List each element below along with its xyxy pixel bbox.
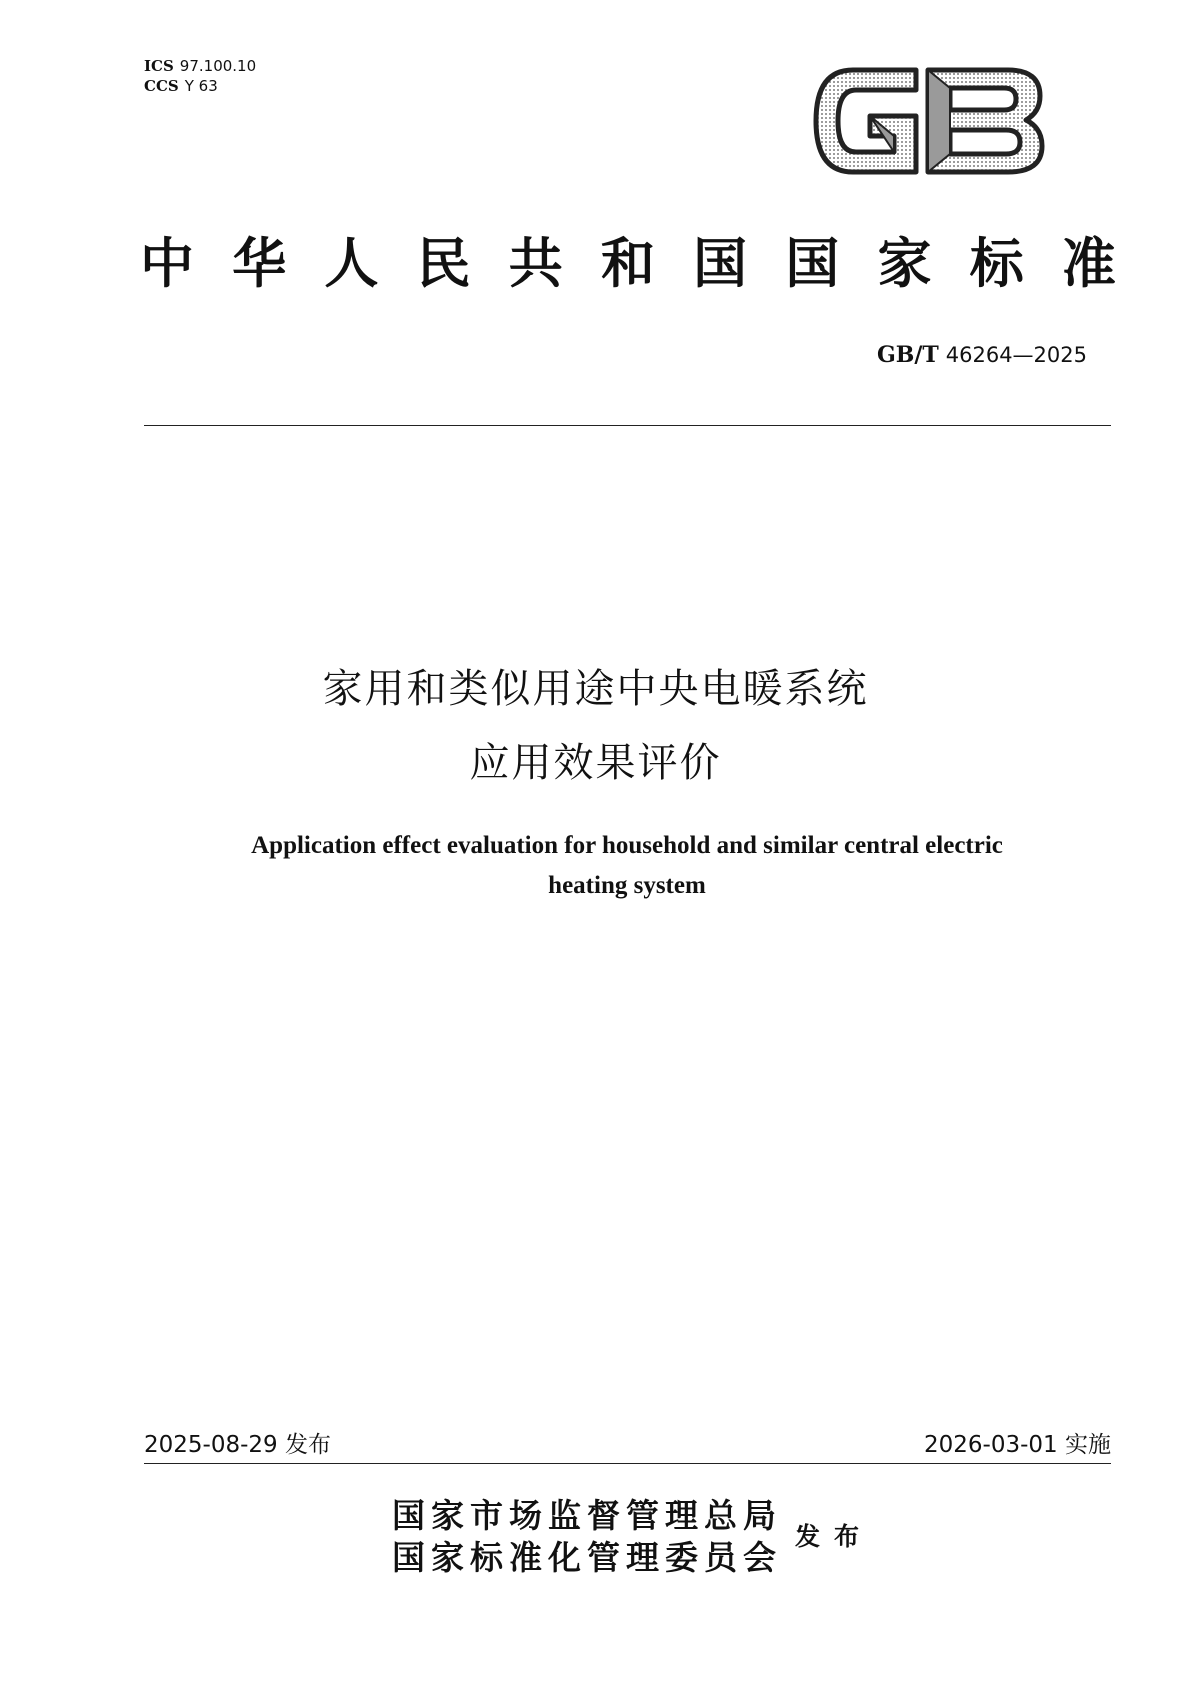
title-char: 和 [600,231,655,295]
issuer-samr: 国家市场监督管理总局 [392,1496,782,1535]
title-char: 民 [416,231,471,295]
title-char: 国 [785,231,840,295]
standard-number [877,342,1087,368]
title-char: 人 [324,231,379,295]
national-standard-title [140,224,1116,294]
ccs-code: Y 63 [184,77,218,95]
issue-date: 2025-08-29 发布 [144,1432,331,1458]
issuer-sac: 国家标准化管理委员会 [392,1538,782,1577]
english-title [150,826,1104,906]
title-char: 国 [693,231,748,295]
implementation-date: 2026-03-01 实施 [924,1432,1111,1458]
title-char: 标 [969,231,1024,295]
ics-label: ICS [144,57,174,75]
classification-codes [144,56,256,96]
title-char: 准 [1061,231,1116,295]
english-title-line-2: heating system [548,872,706,899]
issuing-organizations [392,1495,782,1579]
english-title-line-1: Application effect evaluation for household and similar central electric [251,832,1003,859]
standard-code: GB/T [876,342,939,368]
chinese-title [0,652,1191,800]
gb-logo [808,60,1048,182]
title-char: 中 [140,231,194,295]
ics-code: 97.100.10 [179,57,257,75]
gb-logo-g-shape [816,70,916,172]
title-char: 共 [508,231,563,295]
top-divider [144,425,1111,426]
bottom-divider [144,1463,1111,1464]
ccs-label: CCS [144,77,179,95]
chinese-title-line-1: 家用和类似用途中央电暖系统 [322,666,869,712]
chinese-title-line-2: 应用效果评价 [469,740,722,786]
title-char: 家 [877,231,932,295]
ccs-line [144,76,256,96]
title-char: 华 [232,231,287,295]
ics-line [144,56,256,76]
publish-label: 发布 [795,1522,874,1551]
standard-number-value: 46264—2025 [945,343,1087,367]
